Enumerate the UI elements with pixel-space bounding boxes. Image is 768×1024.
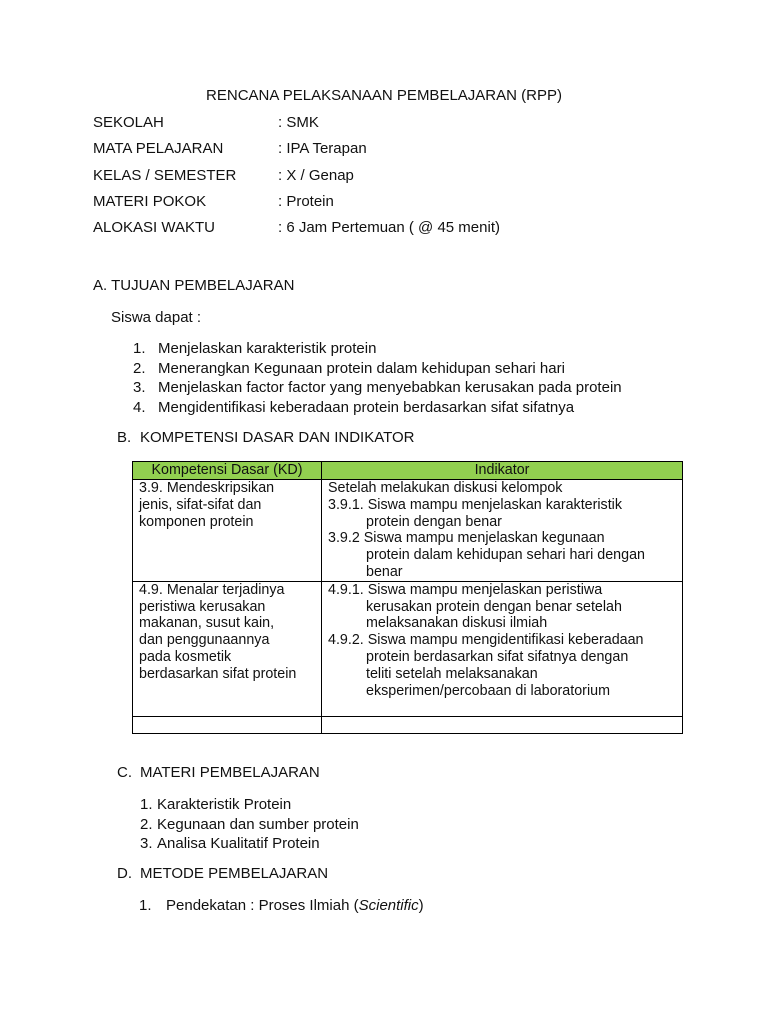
list-item [133, 398, 693, 418]
list-number: 1. [139, 897, 152, 914]
section-c-heading [117, 764, 320, 782]
indicator-line: eksperimen/percobaan di laboratorium [366, 682, 610, 699]
info-label: KELAS / SEMESTER [93, 167, 237, 184]
kd-text-line: jenis, sifat-sifat dan [139, 496, 262, 513]
section-marker: C. [117, 764, 132, 781]
info-label: SEKOLAH [93, 114, 164, 131]
list-number: 1. [133, 340, 146, 357]
section-marker: D. [117, 865, 132, 882]
kd-cell [133, 581, 322, 716]
info-label: MATERI POKOK [93, 193, 207, 210]
info-label: MATA PELAJARAN [93, 140, 224, 157]
kd-text-line: dan penggunaannya [139, 632, 270, 649]
table-row [133, 480, 683, 582]
indicator-line: teliti setelah melaksanakan [366, 665, 538, 682]
list-text: Analisa Kualitatif Protein [157, 835, 320, 852]
info-value: : SMK [278, 114, 319, 131]
list-text: Menjelaskan karakteristik protein [158, 340, 377, 357]
section-marker: B. [117, 429, 132, 446]
info-value: : Protein [278, 193, 334, 210]
list-item [133, 359, 693, 379]
indicator-cell [322, 480, 683, 582]
table-header-indicator: Indikator [322, 462, 683, 480]
section-title: METODE PEMBELAJARAN [140, 865, 329, 882]
list-text: Pendekatan : Proses Ilmiah ( [166, 897, 359, 914]
section-title: KOMPETENSI DASAR DAN INDIKATOR [140, 429, 415, 446]
table-row [133, 581, 683, 716]
table-header-kd: Kompetensi Dasar (KD) [133, 462, 322, 480]
kd-text-line: makanan, susut kain, [139, 615, 275, 632]
method-item [139, 897, 424, 915]
objectives-list [133, 339, 693, 417]
info-value: : IPA Terapan [278, 140, 367, 157]
indicator-line: 4.9.2. Siswa mampu mengidentifikasi keberadaan [328, 632, 644, 649]
info-label: ALOKASI WAKTU [93, 219, 215, 236]
section-a-intro: Siswa dapat : [111, 309, 202, 326]
table-row-empty [133, 716, 683, 733]
list-item [140, 834, 540, 854]
section-title: MATERI PEMBELAJARAN [140, 764, 320, 781]
list-text: Karakteristik Protein [157, 796, 292, 813]
section-d-heading [117, 865, 328, 883]
list-text: Kegunaan dan sumber protein [157, 815, 359, 833]
indicator-line: Setelah melakukan diskusi kelompok [328, 480, 563, 496]
section-a-heading: A. TUJUAN PEMBELAJARAN [93, 277, 295, 294]
kd-text-line: berdasarkan sifat protein [139, 665, 297, 682]
indicator-line: protein dalam kehidupan sehari hari dengan [366, 547, 645, 564]
indicator-line: benar [366, 563, 403, 580]
list-text: Mengidentifikasi keberadaan protein berdasarkan sifat sifatnya [158, 398, 575, 416]
info-value: : 6 Jam Pertemuan ( @ 45 menit) [278, 219, 500, 236]
info-value: : X / Genap [278, 167, 354, 184]
table-header-row [133, 462, 683, 480]
kd-text-line: peristiwa kerusakan [139, 598, 266, 615]
indicator-line: protein berdasarkan sifat sifatnya dengan [366, 648, 629, 665]
kd-text-line: 4.9. Menalar terjadinya [139, 581, 285, 598]
list-number: 3. [140, 835, 153, 852]
list-number: 3. [133, 379, 146, 396]
indicator-line: melaksanakan diskusi ilmiah [366, 615, 548, 632]
kd-text-line: 3.9. Mendeskripsikan [139, 480, 275, 496]
list-text: Menjelaskan factor factor yang menyebabkan kerusakan pada protein [158, 379, 622, 396]
indicator-line: kerusakan protein dengan benar setelah [366, 598, 622, 615]
section-b-heading [117, 429, 415, 447]
list-item [140, 795, 540, 815]
kd-text-line: pada kosmetik [139, 648, 232, 665]
competency-table [132, 461, 683, 734]
document-title: RENCANA PELAKSANAAN PEMBELAJARAN (RPP) [206, 87, 562, 104]
kd-cell [133, 480, 322, 582]
kd-text-line: komponen protein [139, 513, 254, 530]
indicator-line: 3.9.1. Siswa mampu menjelaskan karakteristik [328, 496, 623, 513]
list-number: 2. [133, 359, 146, 377]
list-text: Menerangkan Kegunaan protein dalam kehidupan sehari hari [158, 359, 565, 377]
list-item [140, 815, 540, 835]
list-number: 2. [140, 815, 153, 833]
indicator-line: 3.9.2 Siswa mampu menjelaskan kegunaan [328, 530, 605, 547]
indicator-line: protein dengan benar [366, 513, 502, 530]
list-text-italic: Scientific [358, 897, 419, 914]
empty-cell [322, 716, 683, 733]
list-item [133, 378, 693, 398]
list-number: 1. [140, 796, 153, 813]
indicator-line: 4.9.1. Siswa mampu menjelaskan peristiwa [328, 581, 603, 598]
list-number: 4. [133, 398, 146, 416]
empty-cell [133, 716, 322, 733]
materials-list [140, 795, 540, 854]
list-item [133, 339, 693, 359]
indicator-cell [322, 581, 683, 716]
list-text-after: ) [418, 897, 424, 914]
